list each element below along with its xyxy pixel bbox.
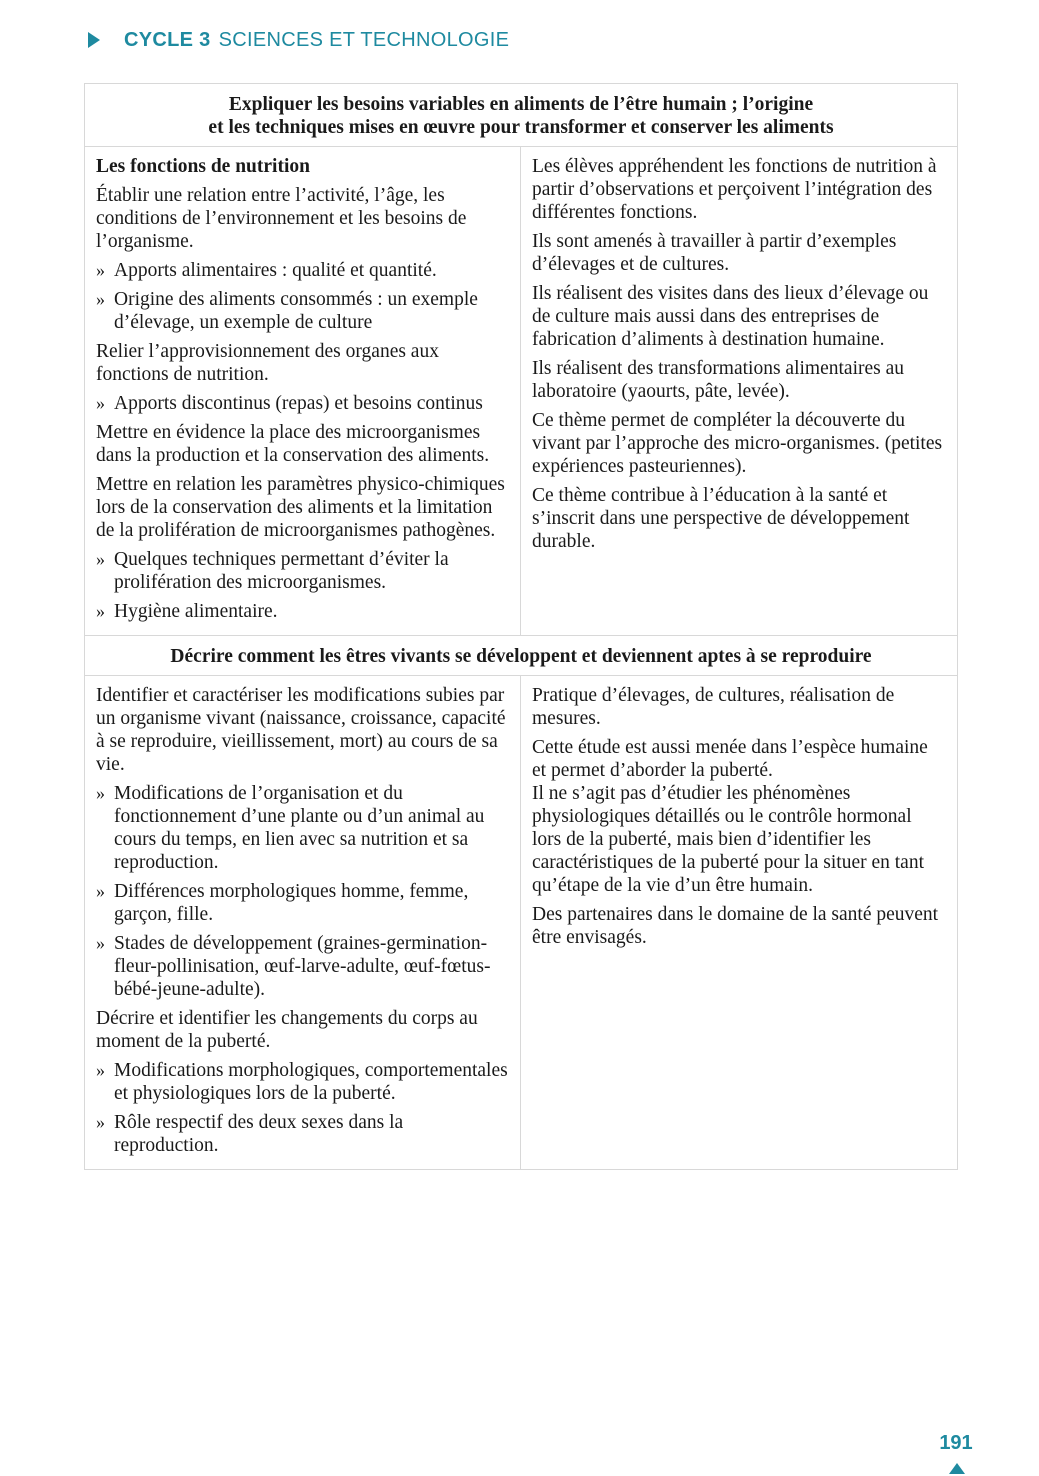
paragraph: Ce thème contribue à l’éducation à la santé et s’inscrit dans une perspective de développement durable.	[532, 485, 910, 552]
list-item-text: Apports alimentaires : qualité et quantité.	[114, 260, 437, 281]
paragraph: Les élèves appréhendent les fonctions de nutrition à partir d’observations et perçoivent l’intégration des différentes fonctions.	[532, 156, 937, 223]
bullet-list	[96, 259, 508, 334]
subject-label: SCIENCES ET TECHNOLOGIE	[218, 28, 510, 51]
section1-title	[85, 84, 958, 147]
section1-subhead: Les fonctions de nutrition	[96, 156, 310, 177]
list-item-text: Hygiène alimentaire.	[114, 601, 278, 622]
page-number: 191	[939, 1432, 973, 1454]
bullet-icon: »	[96, 783, 105, 803]
paragraph: Établir une relation entre l’activité, l’âge, les conditions de l’environnement et les besoins de l’organisme.	[96, 185, 467, 252]
paragraph: Des partenaires dans le domaine de la santé peuvent être envisagés.	[532, 904, 939, 948]
bullet-icon: »	[96, 289, 105, 309]
list-item-text: Stades de développement (graines-germination-fleur-pollinisation, œuf-larve-adulte, œuf-fœtus-bébé-jeune-adulte).	[114, 933, 491, 1000]
paragraph: Ils réalisent des transformations alimentaires au laboratoire (yaourts, pâte, levée).	[532, 358, 905, 402]
list-item-text: Origine des aliments consommés : un exemple d’élevage, un exemple de culture	[114, 289, 478, 333]
list-item-text: Modifications de l’organisation et du fonctionnement d’une plante ou d’un animal au cours du temps, en lien avec sa nutrition et sa reproduction.	[114, 783, 485, 873]
running-header	[88, 26, 509, 54]
bullet-icon: »	[96, 260, 105, 280]
list-item-text: Quelques techniques permettant d’éviter la prolifération des microorganismes.	[114, 549, 449, 593]
list-item	[96, 782, 508, 874]
section1-body-row	[85, 147, 958, 636]
list-item	[96, 288, 508, 334]
bullet-icon: »	[96, 601, 105, 621]
list-item	[96, 880, 508, 926]
list-item-text: Rôle respectif des deux sexes dans la reproduction.	[114, 1112, 404, 1156]
section2-body-row	[85, 676, 958, 1170]
paragraph: Mettre en relation les paramètres physico-chimiques lors de la conservation des aliments et la limitation de la prolifération de microorganismes pathogènes.	[96, 474, 505, 541]
list-item	[96, 600, 508, 623]
paragraph: Décrire et identifier les changements du corps au moment de la puberté.	[96, 1008, 478, 1052]
list-item	[96, 259, 508, 282]
page-up-arrow-icon	[949, 1463, 965, 1474]
section2-right-cell	[521, 676, 958, 1170]
section1-title-line1: Expliquer les besoins variables en aliments de l’être humain ; l’origine	[228, 94, 814, 115]
list-item	[96, 548, 508, 594]
list-item-text: Modifications morphologiques, comportementales et physiologiques lors de la puberté.	[114, 1060, 508, 1104]
list-item	[96, 1111, 508, 1157]
bullet-icon: »	[96, 1060, 105, 1080]
paragraph: Cette étude est aussi menée dans l’espèce humaine et permet d’aborder la puberté.	[532, 737, 928, 781]
paragraph: Ils réalisent des visites dans des lieux d’élevage ou de culture mais aussi dans des entreprises de fabrication d’aliments à destination humaine.	[532, 283, 929, 350]
bullet-icon: »	[96, 549, 105, 569]
section1-title-line2: et les techniques mises en œuvre pour transformer et conserver les aliments	[208, 117, 834, 138]
section2-header-row	[85, 636, 958, 676]
bullet-icon: »	[96, 933, 105, 953]
paragraph: Identifier et caractériser les modifications subies par un organisme vivant (naissance, croissance, capacité à se reproduire, vieillissement, mort) au cours de sa vie.	[96, 685, 506, 775]
bullet-list	[96, 548, 508, 623]
program-table	[84, 83, 958, 1170]
list-item-text: Différences morphologiques homme, femme, garçon, fille.	[114, 881, 469, 925]
paragraph: Ce thème permet de compléter la découverte du vivant par l’approche des micro-organismes. (petites expériences pasteuriennes).	[532, 410, 943, 477]
triangle-marker-icon	[88, 32, 100, 48]
paragraph: Ils sont amenés à travailler à partir d’exemples d’élevages et de cultures.	[532, 231, 897, 275]
paragraph: Mettre en évidence la place des microorganismes dans la production et la conservation des aliments.	[96, 422, 490, 466]
bullet-icon: »	[96, 881, 105, 901]
paragraph: Il ne s’agit pas d’étudier les phénomènes physiologiques détaillés ou le contrôle hormonal lors de la puberté, mais bien d’identifier les caractéristiques de la puberté pour la situer en tant qu’étape de la vie d’un être humain.	[532, 783, 924, 896]
list-item	[96, 392, 508, 415]
cycle-label: CYCLE 3	[124, 28, 211, 51]
section2-left-cell	[85, 676, 521, 1170]
bullet-list	[96, 392, 508, 415]
bullet-icon: »	[96, 393, 105, 413]
list-item	[96, 1059, 508, 1105]
list-item-text: Apports discontinus (repas) et besoins continus	[114, 393, 483, 414]
section1-left-cell	[85, 147, 521, 636]
section1-right-cell	[521, 147, 958, 636]
paragraph: Pratique d’élevages, de cultures, réalisation de mesures.	[532, 685, 895, 729]
bullet-icon: »	[96, 1112, 105, 1132]
section1-header-row	[85, 84, 958, 147]
paragraph: Relier l’approvisionnement des organes aux fonctions de nutrition.	[96, 341, 439, 385]
section2-title: Décrire comment les êtres vivants se développent et deviennent aptes à se reproduire	[85, 636, 958, 676]
list-item	[96, 932, 508, 1001]
bullet-list	[96, 782, 508, 1001]
bullet-list	[96, 1059, 508, 1157]
